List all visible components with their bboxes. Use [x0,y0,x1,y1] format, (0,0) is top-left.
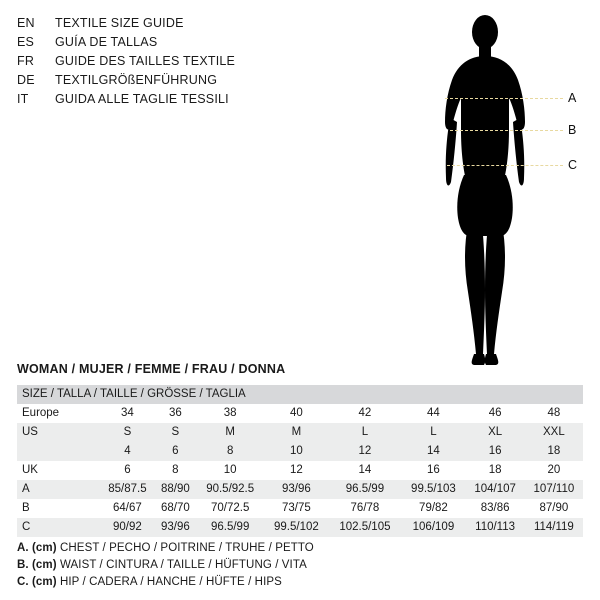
table-cell: 102.5/105 [328,518,401,537]
table-cell: 70/72.5 [196,499,265,518]
language-title: GUIDE DES TAILLES TEXTILE [55,54,236,68]
row-label: US [17,423,100,442]
table-cell: 20 [525,461,583,480]
table-cell: 106/109 [401,518,465,537]
chest-marker-label: A [568,91,577,105]
table-cell: 10 [264,442,328,461]
language-title: TEXTILGRÖßENFÜHRUNG [55,73,218,87]
legend-row [17,574,577,591]
hip-marker-label: C [568,158,578,172]
language-row [17,52,347,71]
measurement-legend [17,540,577,591]
row-label: Europe [17,404,100,423]
table-cell: 90.5/92.5 [196,480,265,499]
table-row [17,499,583,518]
hip-dash-line [447,165,563,166]
table-cell: 42 [328,404,401,423]
table-row [17,442,583,461]
language-row [17,90,347,109]
legend-row [17,540,577,557]
row-label: B [17,499,100,518]
table-cell: 6 [100,461,155,480]
table-cell: 83/86 [465,499,524,518]
legend-text: WAIST / CINTURA / TAILLE / HÜFTUNG / VITA [59,559,307,571]
language-code: ES [17,35,35,49]
language-row [17,14,347,33]
table-cell: M [264,423,328,442]
table-cell: 10 [196,461,265,480]
table-cell: 18 [525,442,583,461]
table-cell: 96.5/99 [328,480,401,499]
language-row [17,71,347,90]
table-row [17,404,583,423]
table-cell: 34 [100,404,155,423]
table-caption: WOMAN / MUJER / FEMME / FRAU / DONNA [17,362,286,376]
size-table [17,385,583,537]
table-cell: 12 [264,461,328,480]
legend-text: HIP / CADERA / HANCHE / HÜFTE / HIPS [59,576,282,588]
language-code: IT [17,92,29,106]
table-row [17,518,583,537]
language-row [17,33,347,52]
table-cell: 93/96 [155,518,196,537]
language-code: DE [17,73,35,87]
table-cell: S [100,423,155,442]
table-cell: 88/90 [155,480,196,499]
table-cell: 14 [401,442,465,461]
table-cell: 90/92 [100,518,155,537]
table-cell: 68/70 [155,499,196,518]
chest-dash-line [445,98,563,99]
table-cell: 104/107 [465,480,524,499]
legend-key: B. (cm) [17,559,57,571]
waist-dash-line [450,130,563,131]
table-cell: 4 [100,442,155,461]
table-cell: 6 [155,442,196,461]
table-cell: 44 [401,404,465,423]
table-cell: 46 [465,404,524,423]
language-code: FR [17,54,35,68]
row-label: A [17,480,100,499]
table-cell: 18 [465,461,524,480]
table-cell: 99.5/103 [401,480,465,499]
legend-key: A. (cm) [17,542,57,554]
table-cell: 114/119 [525,518,583,537]
language-title: TEXTILE SIZE GUIDE [55,16,184,30]
legend-key: C. (cm) [17,576,57,588]
table-cell: 12 [328,442,401,461]
table-cell: L [401,423,465,442]
table-cell: M [196,423,265,442]
table-cell: 76/78 [328,499,401,518]
table-cell: 93/96 [264,480,328,499]
table-cell: 107/110 [525,480,583,499]
table-cell: 64/67 [100,499,155,518]
table-cell: 99.5/102 [264,518,328,537]
legend-row [17,557,577,574]
row-label: C [17,518,100,537]
female-silhouette-icon [400,10,590,370]
table-cell: XL [465,423,524,442]
row-label [17,442,100,461]
table-cell: 36 [155,404,196,423]
table-cell: 73/75 [264,499,328,518]
table-cell: 40 [264,404,328,423]
table-cell: XXL [525,423,583,442]
table-cell: 14 [328,461,401,480]
table-row [17,461,583,480]
table-cell: 48 [525,404,583,423]
table-cell: 79/82 [401,499,465,518]
table-cell: 87/90 [525,499,583,518]
table-cell: 110/113 [465,518,524,537]
table-header-label: SIZE / TALLA / TAILLE / GRÖSSE / TAGLIA [17,385,583,404]
legend-text: CHEST / PECHO / POITRINE / TRUHE / PETTO [59,542,314,554]
table-row [17,480,583,499]
table-cell: 16 [465,442,524,461]
table-cell: S [155,423,196,442]
table-cell: 16 [401,461,465,480]
waist-marker-label: B [568,123,577,137]
table-cell: 85/87.5 [100,480,155,499]
table-cell: 38 [196,404,265,423]
language-title: GUIDA ALLE TAGLIE TESSILI [55,92,229,106]
table-cell: 8 [155,461,196,480]
table-cell: 8 [196,442,265,461]
table-cell: L [328,423,401,442]
row-label: UK [17,461,100,480]
language-list [17,14,347,109]
body-figure [400,10,590,370]
table-cell: 96.5/99 [196,518,265,537]
table-header-row [17,385,583,404]
language-title: GUÍA DE TALLAS [55,35,158,49]
table-row [17,423,583,442]
language-code: EN [17,16,35,30]
